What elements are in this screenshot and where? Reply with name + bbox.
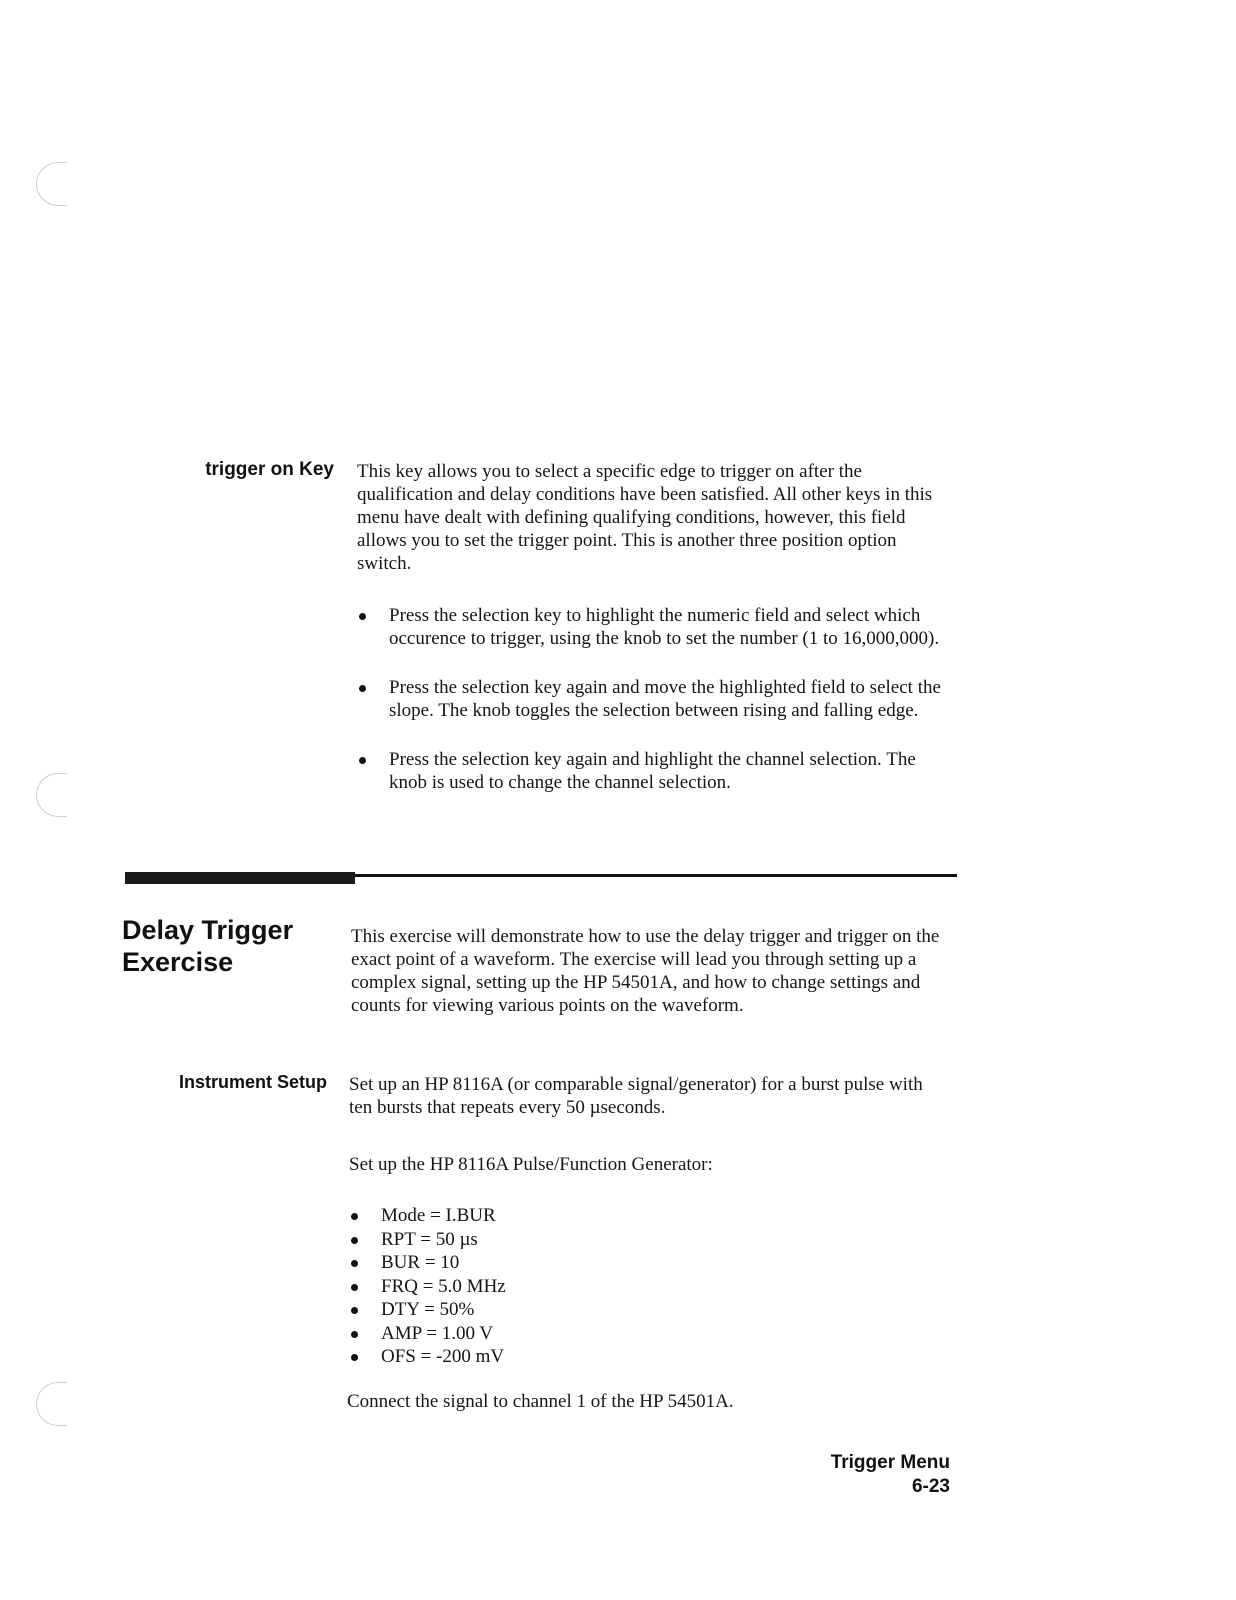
section-heading-trigger-on-key: trigger on Key [205, 459, 334, 480]
footer-section-title: Trigger Menu [830, 1452, 950, 1473]
paragraph-text: This exercise will demonstrate how to use the delay trigger and trigger on the exact point of a waveform. The exercise will lead you through setting up a complex signal, setting up the HP 54501A, and how to change settings and counts for viewing various points on the waveform. [351, 926, 940, 1016]
list-item [357, 676, 957, 722]
punch-hole-mark [36, 162, 67, 206]
bullet-icon [351, 1213, 358, 1220]
paragraph-text: This key allows you to select a specific edge to trigger on after the qualification and delay conditions have been satisfied. All other keys in this menu have dealt with defining qualifying conditions, however, this field allows you to set the trigger point. This is another three position option switch. [357, 461, 933, 574]
bullet-icon [359, 757, 366, 764]
page-footer [831, 1451, 950, 1499]
bullet-icon [351, 1307, 358, 1314]
list-item [357, 748, 957, 794]
trigger-on-key-bullet-list [357, 604, 957, 820]
list-item [349, 1298, 649, 1322]
bullet-icon [351, 1354, 358, 1361]
list-item [349, 1251, 649, 1275]
instrument-setup-intro [349, 1153, 949, 1176]
generator-settings-list [349, 1204, 649, 1369]
trigger-on-key-paragraph [357, 460, 947, 575]
section-divider-tab [125, 872, 355, 884]
paragraph-text: Connect the signal to channel 1 of the HP 54501A. [347, 1391, 734, 1412]
section-heading-delay-trigger-exercise [122, 914, 293, 978]
list-item-text: Mode = I.BUR [381, 1205, 496, 1226]
bullet-icon [359, 613, 366, 620]
bullet-icon [351, 1237, 358, 1244]
list-item-text: AMP = 1.00 V [381, 1322, 494, 1344]
list-item [349, 1204, 649, 1228]
heading-line: Exercise [122, 947, 234, 977]
list-item [349, 1228, 649, 1252]
paragraph-text: Set up an HP 8116A (or comparable signal/generator) for a burst pulse with ten bursts that repeats every 50 µseconds. [349, 1074, 923, 1118]
bullet-icon [351, 1284, 358, 1291]
bullet-icon [351, 1260, 358, 1267]
list-item [349, 1322, 649, 1346]
paragraph-text: Set up the HP 8116A Pulse/Function Generator: [349, 1154, 713, 1175]
list-item-text: Press the selection key again and highlight the channel selection. The knob is used to change the channel selection. [389, 749, 916, 793]
instrument-setup-paragraph [349, 1073, 939, 1119]
heading-line: Delay Trigger [122, 915, 294, 945]
list-item [349, 1275, 649, 1299]
bullet-icon [359, 685, 366, 692]
list-item [357, 604, 957, 650]
list-item-text: RPT = 50 µs [381, 1228, 478, 1250]
list-item-text: DTY = 50% [381, 1299, 475, 1320]
list-item-text: Press the selection key again and move the highlighted field to select the slope. The knob toggles the selection between rising and falling edge. [389, 677, 941, 721]
list-item-text: Press the selection key to highlight the numeric field and select which occurence to trigger, using the knob to set the number (1 to 16,000,000). [389, 605, 940, 649]
page-number: 6-23 [911, 1476, 950, 1497]
list-item-text: OFS = -200 mV [381, 1346, 505, 1367]
list-item [349, 1345, 649, 1369]
bullet-icon [351, 1331, 358, 1338]
list-item-text: BUR = 10 [381, 1252, 460, 1273]
delay-trigger-exercise-paragraph [351, 925, 951, 1017]
punch-hole-mark [36, 1382, 67, 1426]
punch-hole-mark [36, 773, 67, 817]
section-heading-instrument-setup: Instrument Setup [178, 1072, 327, 1092]
list-item-text: FRQ = 5.0 MHz [381, 1275, 506, 1297]
connect-signal-paragraph [347, 1390, 947, 1413]
